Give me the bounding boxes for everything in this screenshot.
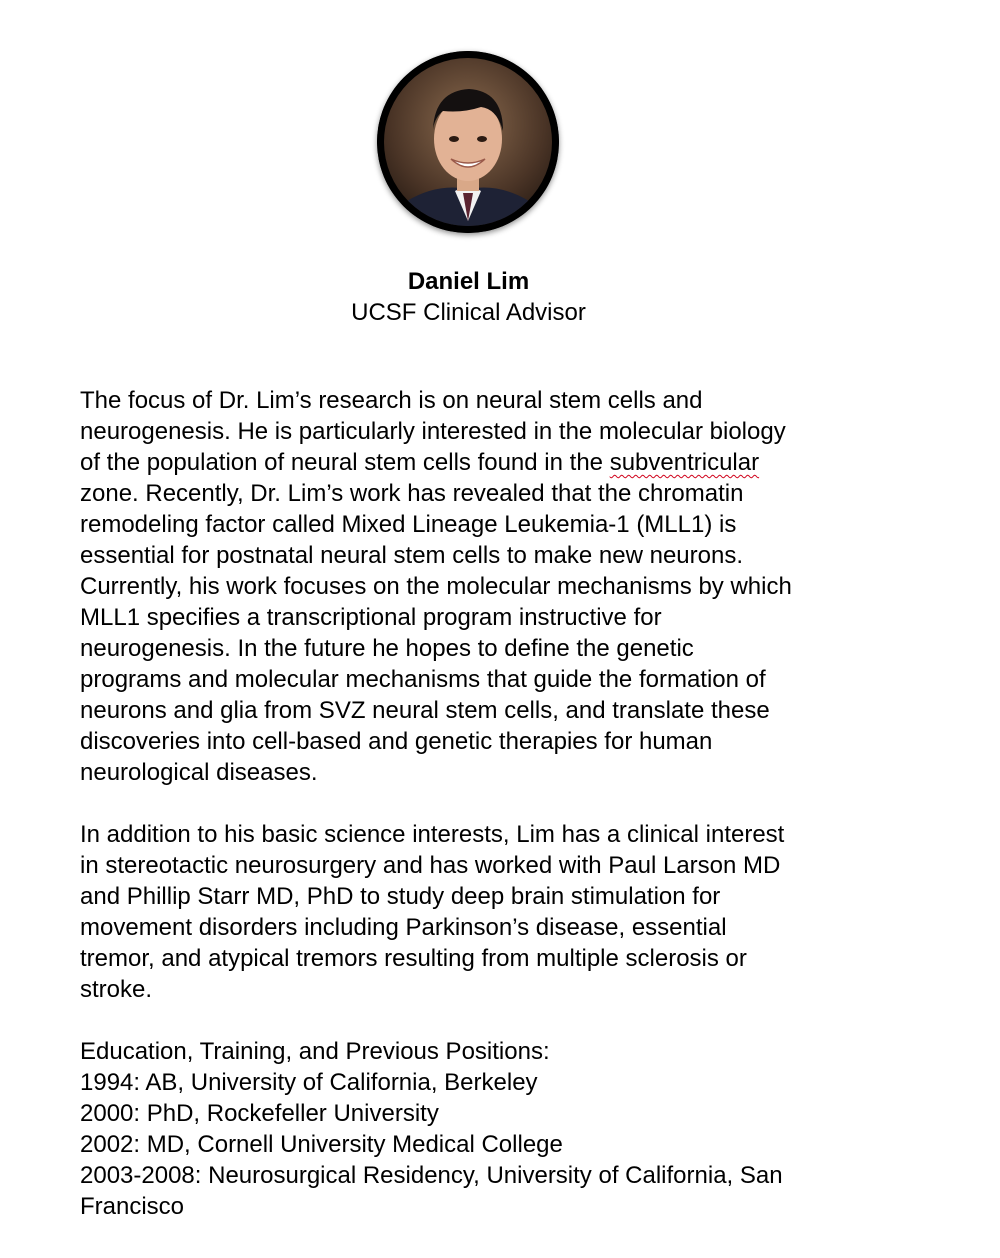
bio-paragraph-research xyxy=(80,385,930,788)
bio-line: Currently, his work focuses on the molecular mechanisms by which xyxy=(80,573,792,600)
bio-line: in stereotactic neurosurgery and has worked with Paul Larson MD xyxy=(80,852,781,879)
education-item: Francisco xyxy=(80,1193,185,1220)
bio-line: discoveries into cell-based and genetic therapies for human xyxy=(80,728,713,755)
person-name: Daniel Lim xyxy=(407,268,530,295)
bio-line: stroke. xyxy=(80,976,153,1003)
education-item: 1994: AB, University of California, Berkeley xyxy=(80,1069,538,1096)
bio-line: essential for postnatal neural stem cells to make new neurons. xyxy=(80,542,744,569)
portrait-photo-icon xyxy=(377,51,559,233)
profile-photo xyxy=(377,51,559,233)
bio-line: and Phillip Starr MD, PhD to study deep brain stimulation for xyxy=(80,883,721,910)
person-role: UCSF Clinical Advisor xyxy=(351,299,586,326)
bio-line: MLL1 specifies a transcriptional program instructive for xyxy=(80,604,662,631)
bio-paragraph-clinical xyxy=(80,819,930,1005)
bio-line: tremor, and atypical tremors resulting from multiple sclerosis or xyxy=(80,945,747,972)
bio-line-text: of the population of neural stem cells found in the xyxy=(80,449,610,476)
bio-line: In addition to his basic science interests, Lim has a clinical interest xyxy=(80,821,785,848)
education-heading: Education, Training, and Previous Positions: xyxy=(80,1038,550,1065)
bio-line xyxy=(80,447,930,478)
education-item: 2002: MD, Cornell University Medical College xyxy=(80,1131,563,1158)
education-item: 2000: PhD, Rockefeller University xyxy=(80,1100,439,1127)
bio-line: neurogenesis. In the future he hopes to define the genetic xyxy=(80,635,694,662)
bio-line: programs and molecular mechanisms that guide the formation of xyxy=(80,666,766,693)
bio-line: remodeling factor called Mixed Lineage Leukemia-1 (MLL1) is xyxy=(80,511,737,538)
bio-line: The focus of Dr. Lim’s research is on neural stem cells and xyxy=(80,387,703,414)
spellcheck-flagged-word[interactable]: subventricular xyxy=(609,449,760,476)
bio-line: neurogenesis. He is particularly interested in the molecular biology xyxy=(80,418,786,445)
bio-line: neurons and glia from SVZ neural stem cells, and translate these xyxy=(80,697,770,724)
bio-line: zone. Recently, Dr. Lim’s work has revealed that the chromatin xyxy=(80,480,744,507)
bio-line: movement disorders including Parkinson’s disease, essential xyxy=(80,914,727,941)
education-item: 2003-2008: Neurosurgical Residency, University of California, San xyxy=(80,1162,783,1189)
bio-line: neurological diseases. xyxy=(80,759,318,786)
education-section xyxy=(80,1036,930,1222)
